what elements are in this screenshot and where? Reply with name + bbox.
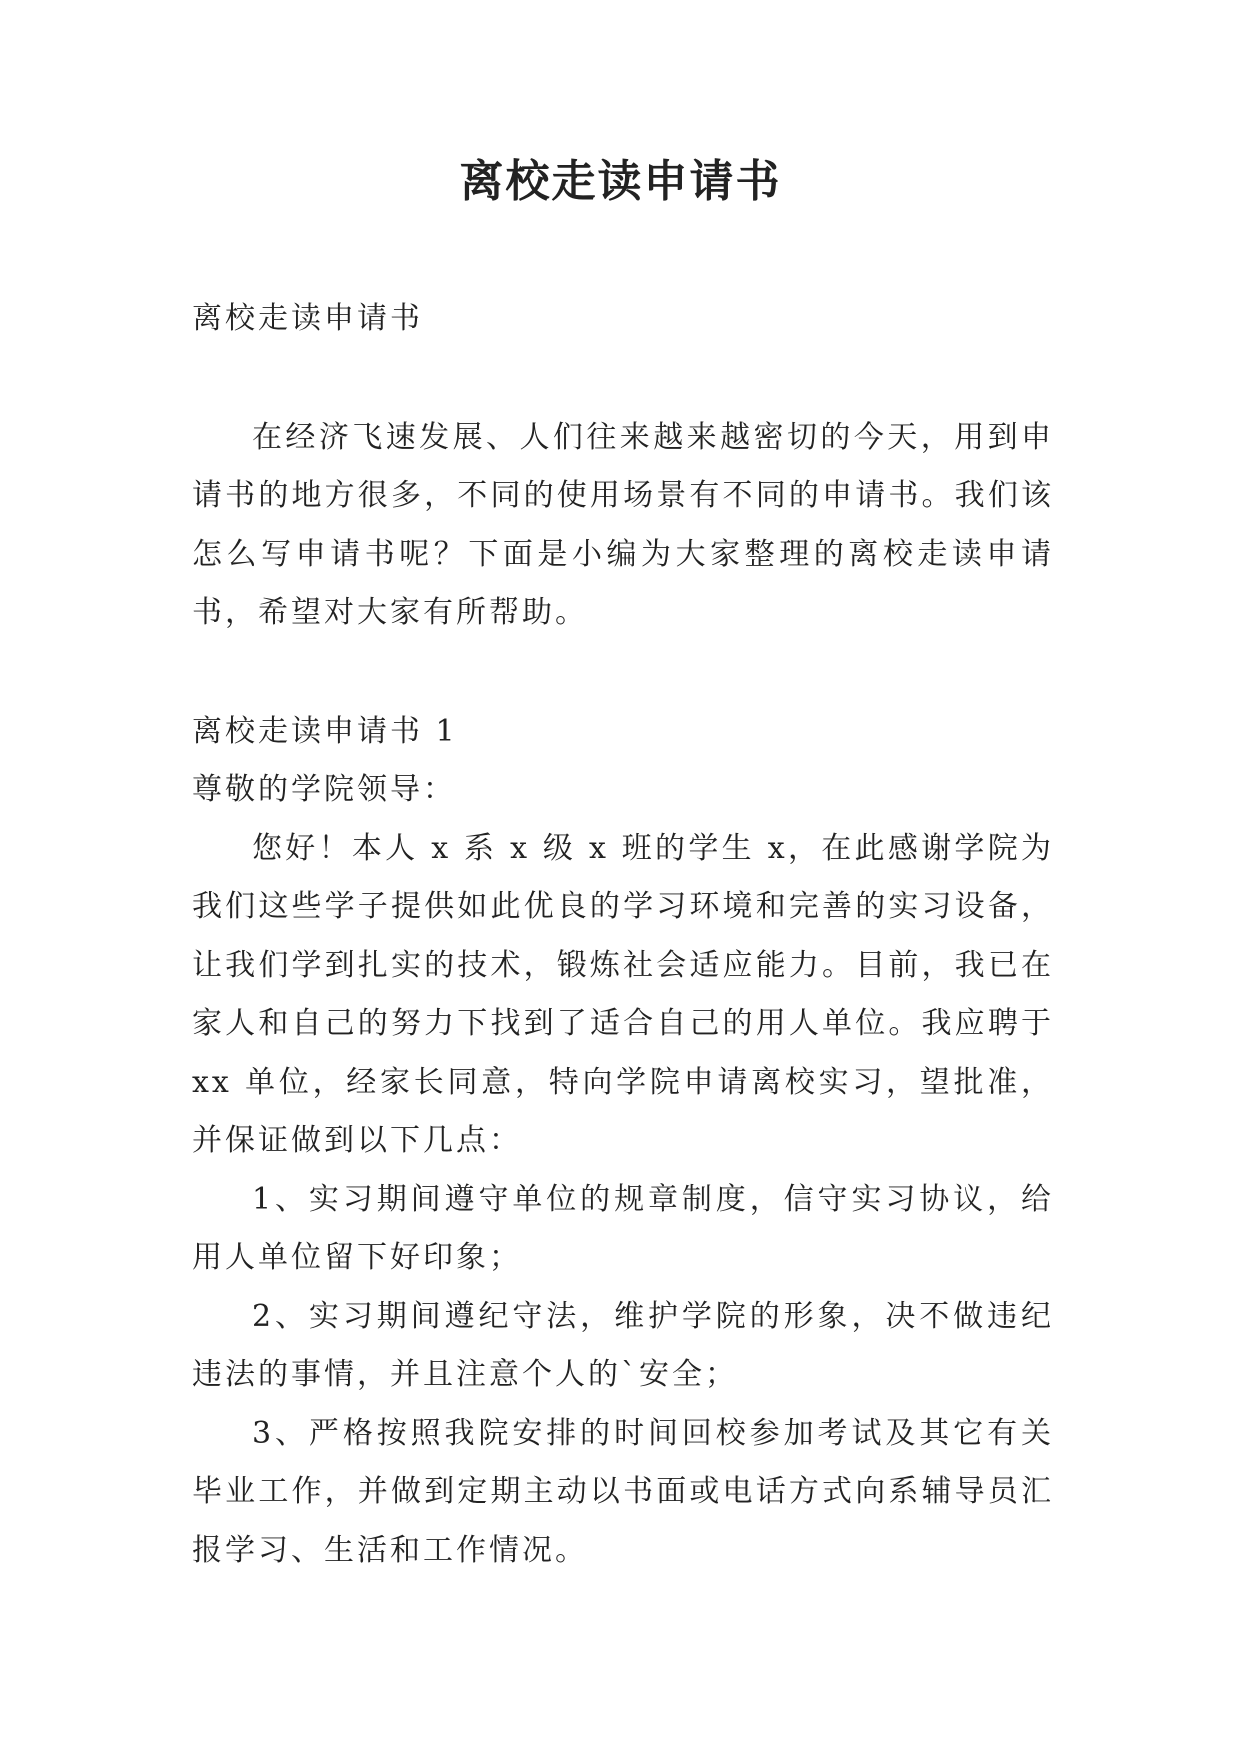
section-title: 离校走读申请书 1 (192, 713, 458, 749)
document-title: 离校走读申请书 (459, 156, 782, 207)
document-subtitle: 离校走读申请书 (192, 301, 423, 336)
intro-paragraph: 在经济飞速发展、人们往来越来越密切的今天，用到申请书的地方很多，不同的使用场景有不同的申请书。我们该怎么写申请书呢？下面是小编为大家整理的离校走读申请书，希望对大家有所帮助。 (192, 419, 1054, 630)
document-body (192, 290, 1054, 1580)
point-item-3: 3、严格按照我院安排的时间回校参加考试及其它有关毕业工作，并做到定期主动以书面或电话方式向系辅导员汇报学习、生活和工作情况。 (192, 1415, 1054, 1568)
point-item-1: 1、实习期间遵守单位的规章制度，信守实习协议，给用人单位留下好印象； (192, 1181, 1054, 1275)
body-paragraph: 您好！本人 x 系 x 级 x 班的学生 x，在此感谢学院为我们这些学子提供如此优良的学习环境和完善的实习设备，让我们学到扎实的技术，锻炼社会适应能力。目前，我已在家人和自己的努力下找到了适合自己的用人单位。我应聘于 xx 单位，经家长同意，特向学院申请离校实习，望批准，并保证做到以下几点： (192, 830, 1054, 1158)
salutation: 尊敬的学院领导： (192, 772, 456, 807)
point-item-2: 2、实习期间遵纪守法，维护学院的形象，决不做违纪违法的事情，并且注意个人的`安全； (192, 1298, 1054, 1392)
